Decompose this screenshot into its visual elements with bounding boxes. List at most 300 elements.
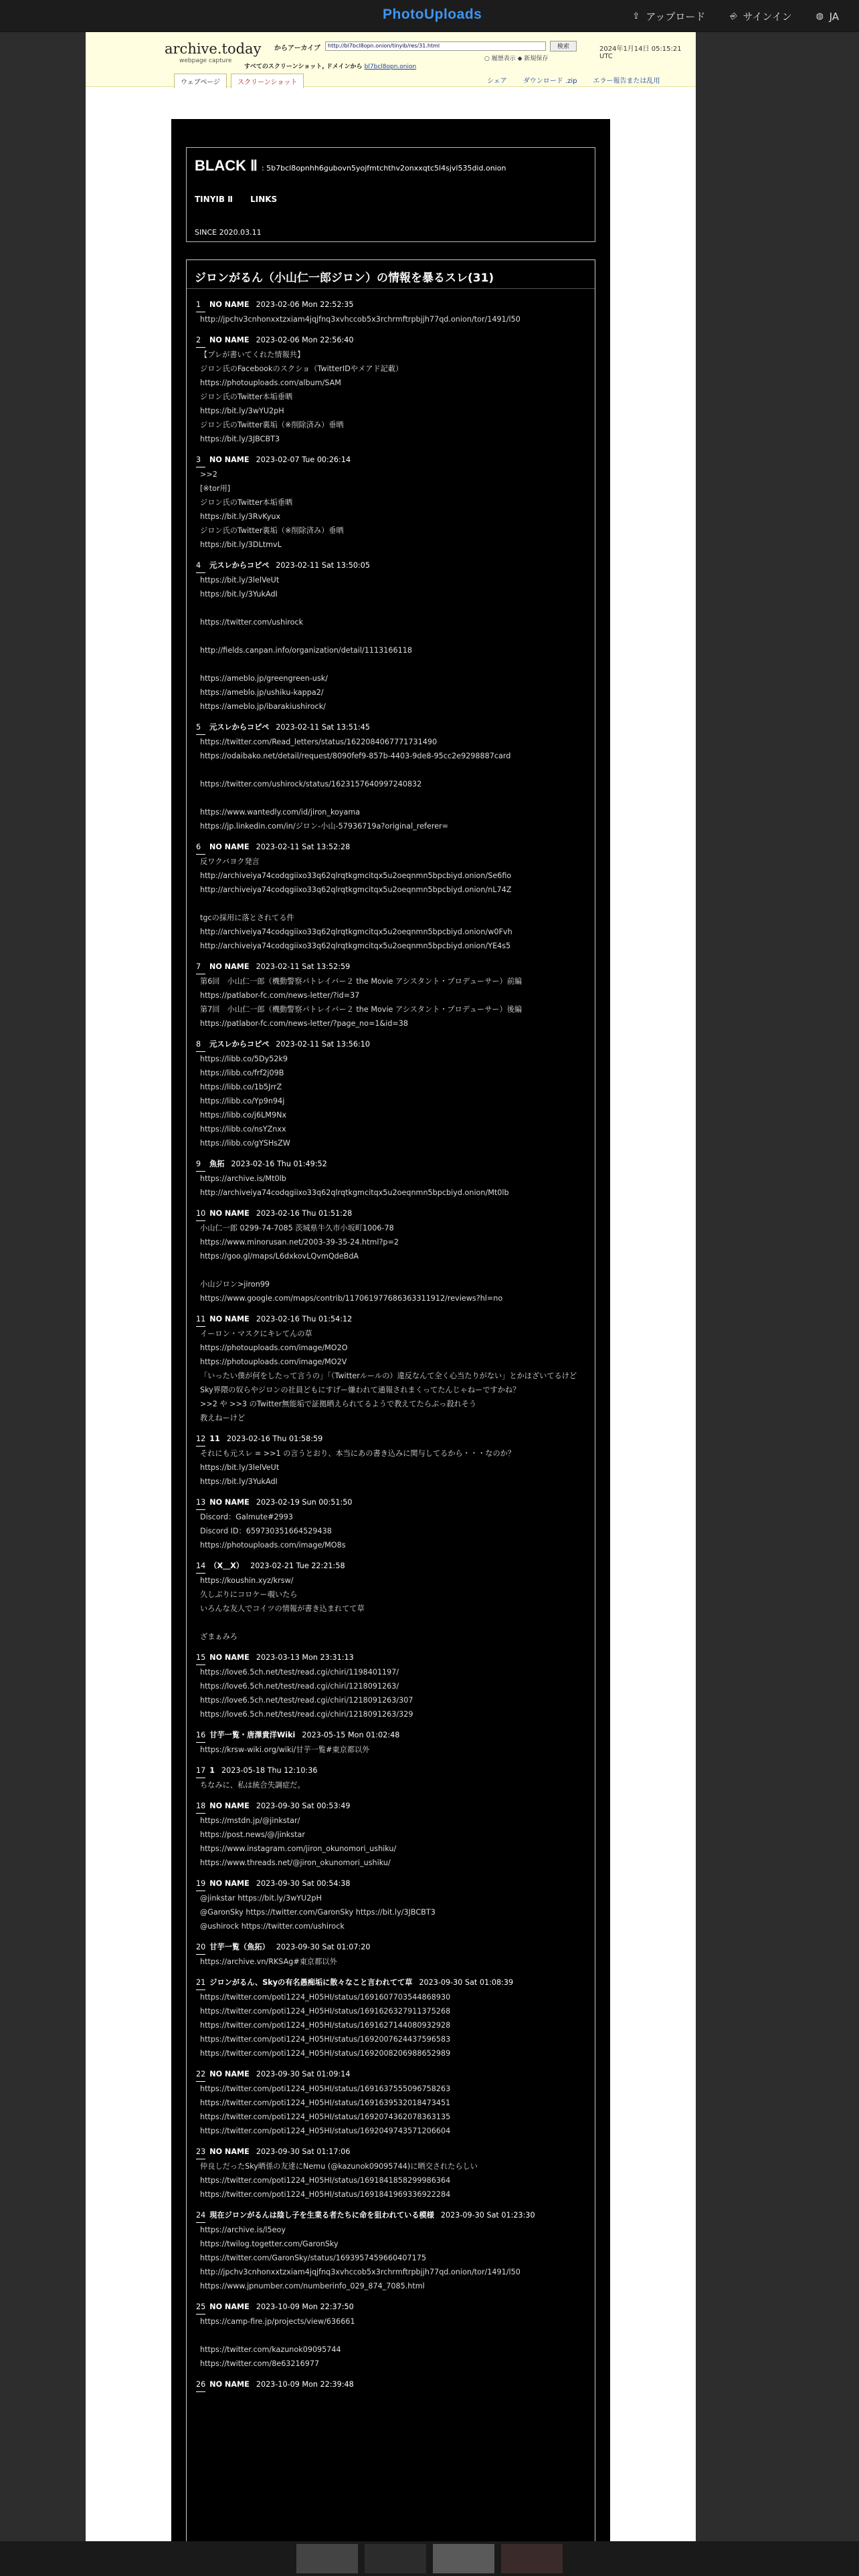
post-date: 2023-09-30 Sat 01:23:30 [440,2211,535,2220]
post-author: NO NAME [209,2147,250,2156]
language-button[interactable] [816,9,839,23]
post-date: 2023-05-18 Thu 12:10:36 [221,1766,318,1775]
post-link[interactable]: http://archiveiya74codqgiixo33q62qlrqtkgmcitqx5u2oeqnmn5bpcbiyd.onion/nL74Z [200,885,512,894]
post-body [196,312,591,326]
post [196,720,591,833]
post-body [196,1221,591,1305]
post-header [196,1650,591,1665]
post-number[interactable]: 15 [196,1650,205,1665]
language-label: JA [829,10,839,23]
post-body [196,1574,591,1644]
post [196,333,591,446]
post-number[interactable]: 6 [196,840,205,855]
post-link[interactable]: https://twitter.com/poti1224_H05HI/status/1691626327911375268 [200,2007,451,2016]
post-body [196,1327,591,1425]
post-author: NO NAME [209,1498,250,1507]
post-body [196,2223,591,2293]
post-link[interactable]: https://twitter.com/ushirock [200,618,304,627]
post-date: 2023-02-16 Thu 01:49:52 [231,1160,327,1168]
post-text: 久しぶりにコロケー覗いたら [200,1590,298,1599]
post-author: 元スレからコピペ [209,561,270,570]
top-nav [632,9,839,23]
post-link[interactable]: https://archive.is/Mt0lb [200,1174,286,1183]
post-number[interactable]: 3 [196,453,205,467]
post-header [196,2067,591,2082]
post [196,558,591,714]
post-number[interactable]: 16 [196,1728,205,1743]
post-header [196,1799,591,1814]
post-body [196,974,591,1031]
archive-header [86,32,696,87]
post-author: 元スレからコピペ [209,723,270,732]
post-link[interactable]: http://archiveiya74codqgiixo33q62qlrqtkgmcitqx5u2oeqnmn5bpcbiyd.onion/Se6fio [200,871,512,880]
tab-screenshot[interactable]: スクリーンショット [231,74,304,88]
post-link[interactable]: https://photouploads.com/album/SAM [200,379,341,387]
post-author: NO NAME [209,300,250,309]
post-number[interactable]: 1 [196,298,205,312]
post-link[interactable]: https://twitter.com/poti1224_H05HI/status/1692008206988652989 [200,2049,451,2058]
post-body [196,1446,591,1489]
ad-thumbnail[interactable] [433,2544,494,2573]
upload-icon: ⇪ [632,11,640,21]
post-link[interactable]: https://twilog.togetter.com/GaronSky [200,2240,339,2248]
post-number[interactable]: 25 [196,2300,205,2315]
thread-box [186,259,595,2567]
photouploads-logo[interactable]: PhotoUploads [383,7,482,22]
post-author: NO NAME [209,1879,250,1888]
post-header [196,1728,591,1743]
post-text: >>2 や >>3 のTwitter無能垢で証拠晒えられてるようで教えてたらぶっ殺れそう [200,1400,477,1408]
post-link[interactable]: https://twitter.com/poti1224_H05HI/status/1692007624437596583 [200,2035,451,2044]
post-body [196,855,591,953]
post-text: ざまぁみろ [200,1632,237,1641]
post-author: NO NAME [209,1802,250,1810]
post-number[interactable]: 17 [196,1763,205,1778]
post-body [196,1990,591,2060]
post-text: 小山仁一郎 0299-74-7085 茨城県牛久市小坂町1006-78 [200,1224,394,1232]
post-number[interactable]: 23 [196,2145,205,2159]
post-link[interactable]: https://photouploads.com/image/MO2V [200,1358,347,1366]
post-number[interactable]: 14 [196,1559,205,1574]
post-text: tgcの採用に落とされてる件 [200,914,294,922]
post-date: 2023-02-11 Sat 13:52:59 [256,962,351,971]
post-link[interactable]: https://www.minorusan.net/2003-39-35-24.html?p=2 [200,1238,399,1247]
post [196,1312,591,1425]
post-date: 2023-09-30 Sat 01:08:39 [419,1978,514,1987]
post-author: NO NAME [209,2380,250,2389]
ad-thumbnail[interactable] [296,2544,358,2573]
post-link[interactable]: https://libb.co/1b5JrrZ [200,1083,282,1091]
post-link[interactable]: https://twitter.com/ushirock/status/1623157640997240832 [200,780,422,788]
post-link[interactable]: https://koushin.xyz/krsw/ [200,1576,294,1585]
post-date: 2023-02-06 Mon 22:52:35 [256,300,354,309]
post-date: 2023-02-16 Thu 01:51:28 [256,1209,353,1218]
ad-thumbnail[interactable] [501,2544,563,2573]
post-text: 教えねーけど [200,1414,246,1422]
signin-label: サインイン [743,11,792,23]
post-number[interactable]: 26 [196,2377,205,2392]
post-link[interactable]: http://jpchv3cnhonxxtzxiam4jqjfnq3xvhccob5x3rchrmftrpbjjh77qd.onion/tor/1491/l50 [200,2268,520,2276]
post-date: 2023-10-09 Mon 22:39:48 [256,2380,354,2389]
post-body [196,2159,591,2202]
post-author: 甘芋一覧（魚拓） [209,1943,270,1951]
post-link[interactable]: https://ameblo.jp/greengreen-usk/ [200,674,328,683]
post-number[interactable]: 12 [196,1432,205,1446]
post-header [196,298,591,312]
post-link[interactable]: https://bit.ly/3JBCBT3 [200,435,280,443]
post-text [200,1616,591,1630]
post-header [196,1206,591,1221]
post-link[interactable]: http://archiveiya74codqgiixo33q62qlrqtkgmcitqx5u2oeqnmn5bpcbiyd.onion/w0Fvh [200,928,512,936]
board-header [186,147,595,242]
post-header [196,840,591,855]
post-number[interactable]: 5 [196,720,205,735]
post-link[interactable]: https://bit.ly/3YukAdI [200,1477,278,1486]
post [196,1876,591,1933]
post-number[interactable]: 11 [196,1312,205,1327]
post-body [196,1891,591,1933]
post-link[interactable]: https://twitter.com/poti1224_H05HI/status/1691639532018473451 [200,2099,451,2107]
post-text: いろんな友人でコイツの情報が書き込まれてて草 [200,1604,365,1613]
post-header [196,2300,591,2315]
post-author: NO NAME [209,2070,250,2078]
captured-page [171,119,610,2576]
post-link[interactable]: https://bit.ly/3YukAdI [200,590,278,599]
post [196,1559,591,1644]
post-date: 2023-05-15 Mon 01:02:48 [302,1731,400,1739]
post-link[interactable]: https://twitter.com/poti1224_H05HI/status/1691627144080932928 [200,2021,451,2030]
post-number[interactable]: 21 [196,1975,205,1990]
nav-tinyib[interactable]: TINYIB Ⅱ [195,195,233,204]
post-link[interactable]: https://twitter.com/GaronSky/status/1693957459660407175 [200,2254,426,2262]
archive-url-field[interactable]: http://bl7bcl8opn.onion/tinyib/res/31.html [325,41,546,51]
post-date: 2023-02-11 Sat 13:50:05 [276,561,370,570]
post-link[interactable]: https://krsw-wiki.org/wiki/甘芋一覧#東京都以外 [200,1745,370,1754]
post-body [196,467,591,552]
post-body [196,1510,591,1552]
post [196,453,591,552]
post-text: ジロン氏のTwitter裏垢（※削除済み）垂晒 [200,421,344,429]
post-number[interactable]: 24 [196,2208,205,2223]
post [196,960,591,1031]
post [196,1650,591,1721]
archive-search-button[interactable]: 検索 [550,41,577,51]
post-header [196,1495,591,1510]
post-text [200,629,591,643]
board-title [195,157,506,175]
post-author: NO NAME [209,1209,250,1218]
post-link[interactable]: https://mstdn.jp/@jinkstar/ [200,1816,300,1825]
post-number[interactable]: 7 [196,960,205,974]
post-link[interactable]: https://libb.co/5Dy52k9 [200,1055,288,1063]
post-author: （X＿X） [209,1562,244,1570]
archive-brand[interactable]: archive.today [165,41,262,57]
bottom-ad-bar [0,2541,859,2576]
post-link[interactable]: https://love6.5ch.net/test/read.cgi/chiri/1198401197/ [200,1668,399,1677]
post-link[interactable]: http://fields.canpan.info/organization/detail/1113166118 [200,646,412,655]
post-text: ちなみに、私は統合失調症だ。 [200,1781,305,1790]
post [196,298,591,326]
post-author: ジロンがるん、Skyの有名愚痴垢に散々なこと言われてて草 [209,1978,413,1987]
post-link[interactable]: https://love6.5ch.net/test/read.cgi/chiri/1218091263/307 [200,1696,413,1705]
post-author: 甘芋一覧・唐澤貴洋Wiki [209,1731,296,1739]
post-link[interactable]: https://twitter.com/Read_letters/status/1622084067771731490 [200,738,438,746]
post-number[interactable]: 18 [196,1799,205,1814]
post-text: 反ワクバヨク発言 [200,857,260,866]
post [196,2208,591,2293]
tab-webpage[interactable]: ウェブページ [174,74,227,88]
post-author: 現在ジロンがるんは陰し子を生業る者たちに命を狙われている模様 [209,2211,434,2220]
post-link[interactable]: https://odaibako.net/detail/request/8090fef9-857b-4403-9de8-95cc2e9298887card [200,752,511,760]
post-link[interactable]: https://www.instagram.com/jiron_okunomori_ushiku/ [200,1844,397,1853]
post-number[interactable]: 9 [196,1157,205,1172]
post-date: 2023-09-30 Sat 01:07:20 [276,1943,371,1951]
board-address: : 5b7bcl8opnhh6gubovn5yojfmtchthv2onxxqtc5l4sjvl535did.onion [261,164,506,173]
post [196,1037,591,1150]
post-header [196,2377,591,2392]
post-link[interactable]: https://twitter.com/poti1224_H05HI/status/1692049743571206604 [200,2127,451,2135]
post-link[interactable]: http://jpchv3cnhonxxtzxiam4jqjfnq3xvhccob5x3rchrmftrpbjjh77qd.onion/tor/1491/l50 [200,315,520,324]
post-link[interactable]: https://ameblo.jp/ushiku-kappa2/ [200,688,324,697]
archive-date: 2024年1月14日 05:15:21 UTC [599,45,682,60]
post [196,1432,591,1489]
post-text: @GaronSky https://twitter.com/GaronSky https://bit.ly/3JBCBT3 [200,1908,436,1917]
post-link[interactable]: https://www.google.com/maps/contrib/117061977686363311912/reviews?hl=no [200,1294,503,1303]
post [196,1728,591,1757]
post-date: 2023-03-13 Mon 23:31:13 [256,1653,354,1662]
post-date: 2023-02-11 Sat 13:52:28 [256,843,351,851]
post-link[interactable]: https://libb.co/Yp9n94j [200,1097,285,1105]
post-date: 2023-02-06 Mon 22:56:40 [256,336,354,344]
post-link[interactable]: https://libb.co/frf2j09B [200,1069,284,1077]
post-text: 「いったい僕が何をしたって言うの」「（Twitterルールの）違反なんて全く心当たりがない」とかほざいてるけど [200,1372,577,1380]
archive-subtitle: webpage capture [179,58,232,64]
post-header [196,1559,591,1574]
post [196,2377,591,2392]
post-text: ジロン氏のTwitter本垢垂晒 [200,498,293,507]
post-body [196,1814,591,1870]
post-date: 2023-02-19 Sun 00:51:50 [256,1498,353,1507]
post-author: NO NAME [209,843,250,851]
ad-thumbnail[interactable] [365,2544,426,2573]
post-list [196,298,591,2399]
post-number[interactable]: 8 [196,1037,205,1052]
post-link[interactable]: https://bit.ly/3RvKyux [200,512,281,521]
post-header [196,1312,591,1327]
post-text: Discord：Galmute#2993 [200,1513,293,1521]
post-body [196,1665,591,1721]
post-header [196,2208,591,2223]
post-body [196,2315,591,2371]
archive-from-label: からアーカイブ [274,45,320,52]
post-author: 1 [209,1766,215,1775]
archive-all-screenshots [244,62,416,70]
post-link[interactable]: https://www.jpnumber.com/numberinfo_029_874_7085.html [200,2282,425,2290]
board-nav [195,195,277,204]
post-link[interactable]: https://twitter.com/poti1224_H05HI/status/1691607703544868930 [200,1993,451,2002]
all-screenshots-label: すべてのスクリーンショット, ドメインから [244,64,363,70]
post-text: Sky界隈の奴らやジロンの社員どもにすげー嫌われて通報されまくってたんじゃねーですかね？ [200,1386,520,1394]
post [196,840,591,953]
post-text: ジロン氏のTwitter裏垢（※削除済み）垂晒 [200,526,344,535]
report-link[interactable]: エラー報告または乱用 [593,78,660,85]
post-header [196,333,591,348]
post-author: 11 [209,1434,220,1443]
post [196,1799,591,1870]
share-link[interactable]: シェア [487,78,507,85]
archive-history-link[interactable]: ○ 履歴表示 ◆ 新規保存 [484,56,549,62]
post-header [196,453,591,467]
post-body [196,348,591,446]
post-date: 2023-02-16 Thu 01:58:59 [226,1434,323,1443]
post-text [200,763,591,777]
post-header [196,1763,591,1778]
post-link[interactable]: https://goo.gl/maps/L6dxkovLQvmQdeBdA [200,1252,359,1261]
thread-divider [187,288,595,289]
post-text: 【ブレが書いてくれた情報共】 [200,350,305,359]
post-number[interactable]: 4 [196,558,205,573]
archive-tabs [174,74,304,88]
post-number[interactable]: 13 [196,1495,205,1510]
post-link[interactable]: https://twitter.com/8e63216977 [200,2359,320,2368]
post-body [196,1778,591,1792]
post-link[interactable]: https://bit.ly/3lelVeUt [200,1463,280,1472]
photouploads-topbar [0,0,859,32]
post-link[interactable]: https://twitter.com/poti1224_H05HI/status/1691841969336922284 [200,2190,451,2199]
post-link[interactable]: http://archiveiya74codqgiixo33q62qlrqtkgmcitqx5u2oeqnmn5bpcbiyd.onion/Mt0lb [200,1188,509,1197]
post-text: @ushirock https://twitter.com/ushirock [200,1922,345,1931]
post-link[interactable]: https://jp.linkedin.com/in/ジロン-小山-57936719a?original_referer= [200,822,449,831]
post-date: 2023-09-30 Sat 01:09:14 [256,2070,351,2078]
post-link[interactable]: https://patlabor-fc.com/news-letter/?page_no=1&id=38 [200,1019,409,1028]
post-text [200,601,591,615]
post-link[interactable]: https://patlabor-fc.com/news-letter/?id=37 [200,991,360,1000]
post-body [196,1172,591,1200]
signin-button[interactable] [729,9,791,23]
upload-label: アップロード [646,11,706,23]
post [196,2145,591,2202]
post-author: 魚拓 [209,1160,225,1168]
upload-button[interactable] [632,9,705,23]
post-header [196,1940,591,1955]
post-link[interactable]: https://libb.co/j6LM9Nx [200,1111,287,1119]
archive-page [86,32,696,2576]
post-date: 2023-09-30 Sat 00:54:38 [256,1879,351,1888]
post-link[interactable]: https://bit.ly/3wYU2pH [200,407,284,415]
post-link[interactable]: https://post.news/@/jinkstar [200,1830,305,1839]
login-icon: ⎆ [729,11,737,21]
post-author: NO NAME [209,455,250,464]
post-date: 2023-09-30 Sat 00:53:49 [256,1802,351,1810]
post-date: 2023-02-07 Tue 00:26:14 [256,455,351,464]
post-text [200,2329,591,2343]
post [196,1940,591,1969]
all-screenshots-link[interactable]: bl7bcl8opn.onion [364,64,417,70]
post-author: NO NAME [209,336,250,344]
post-text [200,657,591,671]
post-link[interactable]: https://www.threads.net/@jiron_okunomori_ushiku/ [200,1858,391,1867]
post-header [196,1432,591,1446]
post [196,1975,591,2060]
post-text: ジロン氏のFacebookのスクショ（TwitterIDやメアド記載） [200,364,403,373]
post-text: 小山ジロン>jiron99 [200,1280,270,1289]
post-link[interactable]: https://archive.is/l5eoy [200,2226,286,2234]
post-link[interactable]: https://archive.vn/RKSAg#東京都以外 [200,1957,337,1966]
post-link[interactable]: https://camp-fire.jp/projects/view/636661 [200,2317,355,2326]
post-header [196,558,591,573]
post-number[interactable]: 10 [196,1206,205,1221]
post-link[interactable]: https://bit.ly/3DLtmvL [200,540,282,549]
post-text: 仲良しだったSky晒係の友達にNemu (@kazunok09095744)に晒交されたらしい [200,2162,478,2171]
post-link[interactable]: https://bit.ly/3lelVeUt [200,576,280,584]
post-link[interactable]: https://photouploads.com/image/MO2O [200,1344,348,1352]
post-body [196,573,591,714]
post-link[interactable]: https://libb.co/nsYZnxx [200,1125,286,1134]
post-text [200,897,591,911]
post-date: 2023-09-30 Sat 01:17:06 [256,2147,351,2156]
post [196,1763,591,1792]
post-header [196,1157,591,1172]
post-link[interactable]: https://twitter.com/kazunok09095744 [200,2345,341,2354]
post-text [200,791,591,805]
post-author: NO NAME [209,2302,250,2311]
post-link[interactable]: https://twitter.com/poti1224_H05HI/status/1692074362078363135 [200,2113,451,2121]
post-author: NO NAME [209,962,250,971]
post-text: 第7回 小山仁一郎（機動警察パトレイバー２ the Movie アシスタント・プロデューサー）後編 [200,1005,522,1014]
post-text [200,1263,591,1277]
post-author: 元スレからコピペ [209,1040,270,1049]
post [196,1157,591,1200]
download-zip-link[interactable]: ダウンロード .zip [522,78,577,85]
post-date: 2023-02-11 Sat 13:51:45 [276,723,370,732]
post-text: [※tor用] [200,484,231,493]
post [196,2300,591,2371]
post-link[interactable]: https://ameblo.jp/ibarakiushirock/ [200,702,326,711]
post-link[interactable]: https://love6.5ch.net/test/read.cgi/chiri/1218091263/ [200,1682,399,1691]
post-number[interactable]: 22 [196,2067,205,2082]
post-link[interactable]: https://love6.5ch.net/test/read.cgi/chiri/1218091263/329 [200,1710,413,1719]
post-header [196,720,591,735]
post-header [196,1876,591,1891]
board-name: BLACK Ⅱ [195,157,258,174]
post-body [196,735,591,833]
archive-tools [487,75,660,85]
post-link[interactable]: https://www.wantedly.com/id/jiron_koyama [200,808,361,817]
post-header [196,1975,591,1990]
post [196,1206,591,1305]
post-author: NO NAME [209,1315,250,1323]
post-text: @jinkstar https://bit.ly/3wYU2pH [200,1894,322,1903]
post-number[interactable]: 2 [196,333,205,348]
post-text: 第6回 小山仁一郎（機動警察パトレイバー２ the Movie アシスタント・プロデューサー）前編 [200,977,522,986]
post-text: ジロン氏のTwitter本垢垂晒 [200,393,293,401]
post-text: イーロン・マスクにキレてんの草 [200,1329,312,1338]
post-link[interactable]: http://archiveiya74codqgiixo33q62qlrqtkgmcitqx5u2oeqnmn5bpcbiyd.onion/YE4s5 [200,942,511,950]
post-number[interactable]: 19 [196,1876,205,1891]
post-text: Discord ID：659730351664529438 [200,1527,332,1535]
post-link[interactable]: https://twitter.com/poti1224_H05HI/status/1691841858299986364 [200,2176,451,2185]
post-body [196,1955,591,1969]
post-header [196,960,591,974]
post-number[interactable]: 20 [196,1940,205,1955]
post-link[interactable]: https://libb.co/gYSHsZW [200,1139,290,1148]
post-link[interactable]: https://photouploads.com/image/MO8s [200,1541,346,1549]
post-text: それにも元スレ = >>1 の言うとおり、本当にあの書き込みに関与してるから・・・なのか？ [200,1449,516,1458]
post-header [196,1037,591,1052]
post-body [196,1743,591,1757]
nav-links[interactable]: LINKS [250,195,278,204]
post-link[interactable]: https://twitter.com/poti1224_H05HI/status/1691637555096758263 [200,2084,451,2093]
